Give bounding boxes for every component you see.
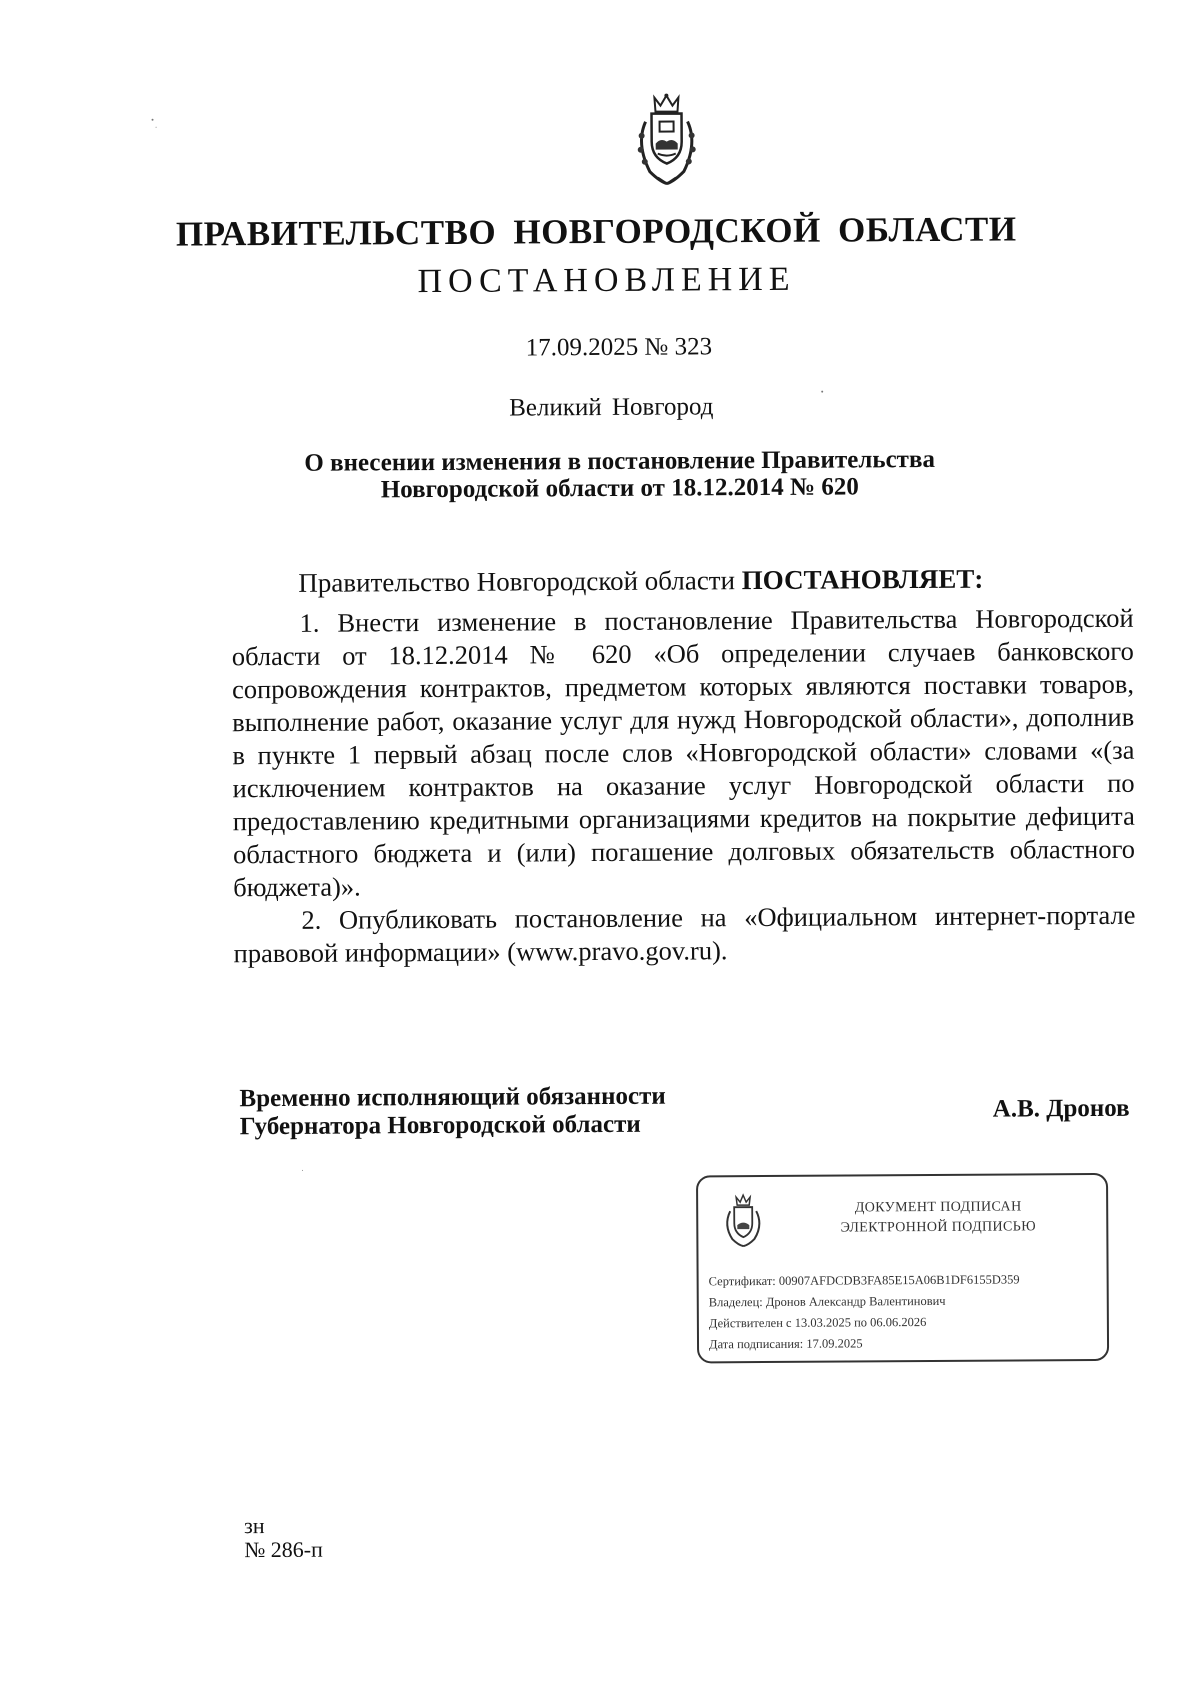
document-body: [232, 602, 1136, 971]
preamble-text: Правительство Новгородской области: [298, 565, 742, 598]
paragraph-1: 1. Внести изменение в постановление Правительства Новгородской области от 18.12.2014 № 620 «Об определении случаев банковского сопровождения контрактов, предметом которых являются поставки товаров, выполнение работ, оказание услуг для нужд Новгородской области», дополнив в пункте 1 первый абзац после слов «Новгородской области» словами «(за исключением контрактов на оказание услуг Новгородской области по предоставлению кредитными организациями кредитов на покрытие дефицита областного бюджета и (или) погашение долговых обязательств областного бюджета)».: [231, 602, 1136, 903]
footer-code: [244, 1514, 323, 1562]
scan-speck: [152, 119, 154, 121]
stamp-heading: [778, 1197, 1098, 1239]
position-line-2: Губернатора Новгородской области: [239, 1110, 641, 1141]
signed-date-line: Дата подписания: 17.09.2025: [708, 1336, 863, 1352]
validity-line: Действителен с 13.03.2025 по 06.06.2026: [708, 1315, 927, 1331]
certificate-line: Сертификат: 00907AFDCDB3FA85E15A06B1DF6155D359: [708, 1272, 1020, 1289]
position-line-1: Временно исполняющий обязанности: [239, 1082, 666, 1113]
signatory-name: А.В. Дронов: [992, 1094, 1130, 1123]
stamp-heading-line-2: ЭЛЕКТРОННОЙ ПОДПИСЬЮ: [840, 1219, 1037, 1236]
document-date-number: 17.09.2025 № 323: [525, 333, 713, 362]
document-city: Великий Новгород: [509, 393, 714, 422]
paragraph-2: 2. Опубликовать постановление на «Официальном интернет-портале правовой информации» (www.pravo.gov.ru).: [233, 899, 1136, 969]
scan-speck: [821, 391, 823, 393]
electronic-signature-stamp: [696, 1173, 1109, 1364]
document-subject: [0, 444, 1200, 505]
stamp-heading-line-1: ДОКУМЕНТ ПОДПИСАН: [854, 1199, 1022, 1216]
footer-number: № 286-п: [244, 1536, 323, 1563]
preamble: [298, 564, 983, 599]
footer-initials: зн: [244, 1513, 265, 1539]
preamble-resolves: ПОСТАНОВЛЯЕТ:: [741, 563, 984, 596]
signatory-position: [239, 1083, 666, 1142]
organization-title: ПРАВИТЕЛЬСТВО НОВГОРОДСКОЙ ОБЛАСТИ: [175, 209, 1017, 254]
scan-speck: [156, 127, 157, 128]
document-type: ПОСТАНОВЛЕНИЕ: [417, 260, 796, 301]
subject-line-2: Новгородской области от 18.12.2014 № 620: [380, 473, 859, 504]
stamp-coat-of-arms-icon: [720, 1193, 766, 1247]
scan-speck: [302, 1170, 303, 1171]
subject-line-1: О внесении изменения в постановление Правительства: [304, 445, 935, 477]
stamp-details: [709, 1269, 1021, 1355]
coat-of-arms-icon: [627, 91, 706, 187]
owner-line: Владелец: Дронов Александр Валентинович: [708, 1293, 946, 1310]
